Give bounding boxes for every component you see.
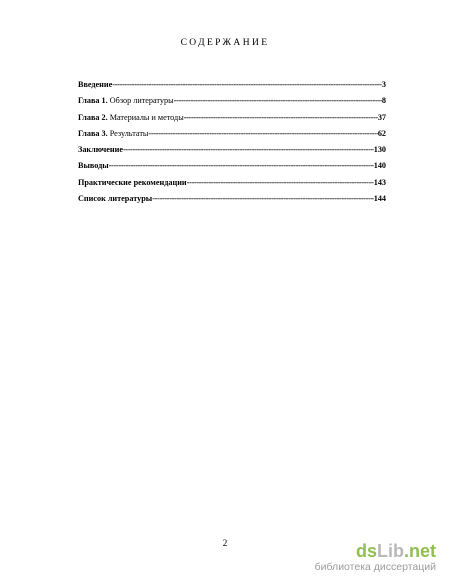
page-title: СОДЕРЖАНИЕ	[180, 38, 270, 48]
toc-page-number: 143	[373, 177, 386, 187]
toc-label	[78, 158, 109, 174]
toc-row-chapter-3	[78, 126, 386, 142]
toc-label-plain: Обзор литературы	[107, 96, 174, 106]
toc-leader	[123, 142, 374, 158]
toc-row-chapter-2	[78, 110, 386, 126]
watermark-subtitle: библиотека диссертаций	[314, 560, 436, 573]
toc-label-plain: Материалы и методы	[107, 112, 184, 122]
toc-page-number: 140	[373, 161, 386, 171]
toc-leader	[109, 158, 374, 174]
watermark-logo	[315, 542, 436, 560]
toc-row-recommendations	[78, 175, 386, 191]
watermark-logo-lib: Lib	[376, 540, 404, 561]
watermark-logo-net: .net	[403, 540, 436, 561]
toc-label-bold: Список литературы	[78, 194, 153, 204]
toc-label	[78, 175, 187, 191]
toc-page-number: 8	[381, 96, 386, 106]
watermark-logo-ds: ds	[355, 540, 377, 561]
toc-label	[78, 93, 174, 109]
toc-row-findings	[78, 158, 386, 174]
toc-leader	[174, 93, 382, 109]
toc-leader	[148, 126, 377, 142]
toc-label	[78, 77, 112, 93]
toc-label	[78, 110, 184, 126]
toc-page-number: 62	[377, 128, 386, 138]
toc-row-conclusion	[78, 142, 386, 158]
toc-leader	[112, 77, 382, 93]
toc-page-number: 130	[373, 145, 386, 155]
toc-label	[78, 191, 152, 207]
toc-label-bold: Выводы	[78, 161, 109, 171]
toc-label	[78, 126, 148, 142]
toc-label-bold: Глава 3.	[78, 128, 108, 138]
toc-label-bold: Глава 2.	[78, 112, 108, 122]
watermark	[315, 542, 436, 573]
toc-leader	[187, 175, 374, 191]
toc-leader	[184, 110, 378, 126]
page-number: 2	[222, 538, 228, 548]
toc-row-bibliography	[78, 191, 386, 207]
toc-label-bold: Заключение	[78, 145, 123, 155]
toc-row-introduction	[78, 77, 386, 93]
toc-label-bold: Практические рекомендации	[78, 177, 187, 187]
table-of-contents	[78, 77, 386, 207]
toc-label	[78, 142, 123, 158]
toc-label-plain: Результаты	[107, 128, 149, 138]
toc-label-bold: Введение	[78, 80, 113, 89]
toc-leader	[152, 191, 374, 207]
toc-page-number: 144	[373, 194, 386, 204]
toc-label-bold: Глава 1.	[78, 96, 108, 106]
toc-row-chapter-1	[78, 93, 386, 109]
toc-page-number: 3	[381, 80, 386, 89]
toc-page-number: 37	[377, 112, 386, 122]
